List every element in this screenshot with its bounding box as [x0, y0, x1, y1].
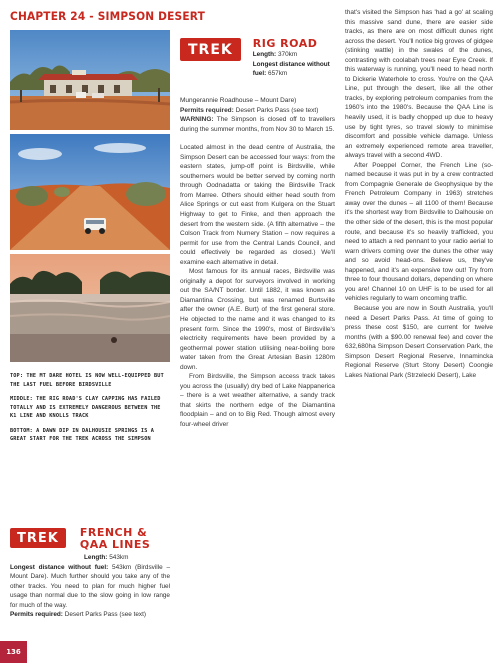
page-number: 136 — [0, 641, 27, 663]
permits-label: Permits required: — [10, 611, 63, 618]
chapter-title: CHAPTER 24 - SIMPSON DESERT — [10, 9, 206, 23]
warning-label: WARNING: — [180, 116, 214, 124]
route-notes: (Birdsville – Mount Dare). Much further should you take any of the other tracks. You need to plan for much higher fuel usage than normal due to the slow going in low range for much of the way. — [10, 563, 170, 609]
photo-mt-dare-hotel — [10, 30, 170, 130]
length-value: 370km — [277, 51, 298, 58]
article-paragraph: After Poeppel Corner, the French Line (so-named because it was put in by a crew contracted from Compagnie Generale de Geophysique by the French Petroleum Company in 1963) stretches away over the dunes – all 1100 of them! Because it's the shortest way from Birdsville to Dalhousie on the other side of the desert, this is the most popular route, and because it's so heavily trafficked, you need to attach a red pennant to your radio aerial to warn drivers coming over the dunes the other way and so avoid head-ons. Believe us, they've happened, and it's an expensive tow out! Try from three to four thousand dollars, depending on where you are! Channel 10 on UHF is to be used for all vehicles regularly to warn oncoming traffic. — [345, 161, 493, 303]
article-paragraph: Most famous for its annual races, Birdsville was originally a depot for surveyors involved in working out the SA/NT border. Until 1882, it was known as Diamantina Crossing, but was renamed Burtsville after the owner (A.E. Burt) of the first general store. He objected to the name and it was changed to its present form. Since the 1990's, most of Birdsville's electricity requirements have been provided by a geothermal power station utilising near-boiling bore water taken from the Great Artesian Basin 1280m down. — [180, 268, 335, 371]
article-paragraph: that's visited the Simpson has 'had a go' at scaling this massive sand dune, there are easier side tracks, as there are on most difficult dunes right across the desert. You'll notice big groves of gidgee (stinking wattle) in the swales of the dunes, contrasting with coolabah trees near Eyre Creek. If this waterway is running, you'll need to head north to Dickerie Waterhole to cross. You're on the QAA Line, put through the desert, like all the other tracks, by exploring petroleum companies from the 1960's into the 1980's. Because the QAA Line is heavily used, it is badly chopped up due to heavy use by tight tyres, so travel slowly to minimise discomfort and possible vehicle damage. Unless an extremely experienced remote area traveller, always travel with a second 4WD. — [345, 9, 493, 160]
route-permits — [10, 610, 170, 620]
article-paragraph: Because you are now in South Australia, you'll need a Desert Parks Pass. At time of going to press these cost $150, are current for twelve months (with a $90.00 renewal fee) and cover the 632,680ha Simpson Desert Conservation Park, the Simpson Desert Regional Reserve, Innamincka Regional Reserve (Sturt Stony Desert) Coongie Lakes National Park (Strzelecki Desert), Lake — [345, 304, 493, 379]
photo-dalhousie-springs — [10, 254, 170, 362]
route-title-line2: QAA LINES — [79, 538, 151, 551]
caption-top: TOP: THE MT DARE HOTEL IS NOW WELL-EQUIPPED BUT THE LAST FUEL BEFORE BIRDSVILLE — [10, 373, 164, 388]
article-paragraph: Located almost in the dead centre of Australia, the Simpson Desert can be accessed four ways: from the eastern states, jump-off point is Birdsville, while southerners would be better served by coming north through Oodnadatta or taking the Birdsville Track from Marree. Others should either head south from Alice Springs or cut east from Kulgera on the Stuart Highway to get to Finke, and then approach the desert from the western side. (A fifth alternative – the Colson Track from Numery Station – now requires a permit for use from the Central Lands Council, and could effectively be regarded as closed.) We'll examine each alternative in detail. — [180, 144, 335, 266]
route-permits — [180, 106, 335, 116]
article-paragraph: From Birdsville, the Simpson access track takes you across the (usually) dry bed of Lake Nappanerica – there is a wet weather alternative, a sandy track that skirts the northern edge of the Diamantina floodplain – and on to Big Red. Though almost every four-wheel driver — [180, 373, 335, 428]
route-length — [10, 553, 170, 563]
permits-value: Desert Parks Pass (see text) — [235, 106, 319, 114]
longest-value: 657km — [268, 70, 288, 77]
route-endpoints: Mungerannie Roadhouse – Mount Dare) — [180, 97, 297, 104]
route-title-line1: FRENCH & — [79, 526, 148, 539]
warning-text: The Simpson is closed off to travellers during the summer months, from Nov 30 to March 15. — [180, 116, 335, 133]
permits-label: Permits required: — [180, 106, 234, 114]
article-column-middle — [180, 96, 335, 430]
longest-value: 543km — [112, 563, 132, 571]
article-column-right — [345, 8, 493, 380]
trek-box-french-qaa — [10, 527, 170, 620]
photo-captions — [10, 372, 170, 450]
caption-middle: MIDDLE: THE RIG ROAD'S CLAY CAPPING HAS FAILED TOTALLY AND IS EXTREMELY DANGEROUS BETWEEN THE K1 LINE AND KNOLLS TRACK — [10, 396, 161, 419]
trek-badge: TREK — [10, 528, 66, 548]
route-length — [253, 50, 335, 60]
length-value: 543km — [109, 554, 129, 561]
longest-label: Longest distance without fuel: — [10, 563, 109, 571]
trek-box-rig-road — [180, 38, 335, 79]
route-title: RIG ROAD — [252, 37, 318, 50]
caption-bottom: BOTTOM: A DAWN DIP IN DALHOUSIE SPRINGS IS A GREAT START FOR THE TREK ACROSS THE SIMPSON — [10, 427, 155, 442]
longest-label: Longest distance without fuel: — [252, 60, 330, 77]
trek-badge: TREK — [180, 38, 241, 61]
route-longest-distance — [253, 60, 335, 79]
route-longest-distance — [10, 563, 170, 611]
length-label: Length: — [84, 554, 108, 561]
length-label: Length: — [252, 51, 277, 58]
photo-rig-road — [10, 134, 170, 250]
route-warning — [180, 115, 335, 134]
permits-value: Desert Parks Pass (see text) — [64, 611, 147, 618]
